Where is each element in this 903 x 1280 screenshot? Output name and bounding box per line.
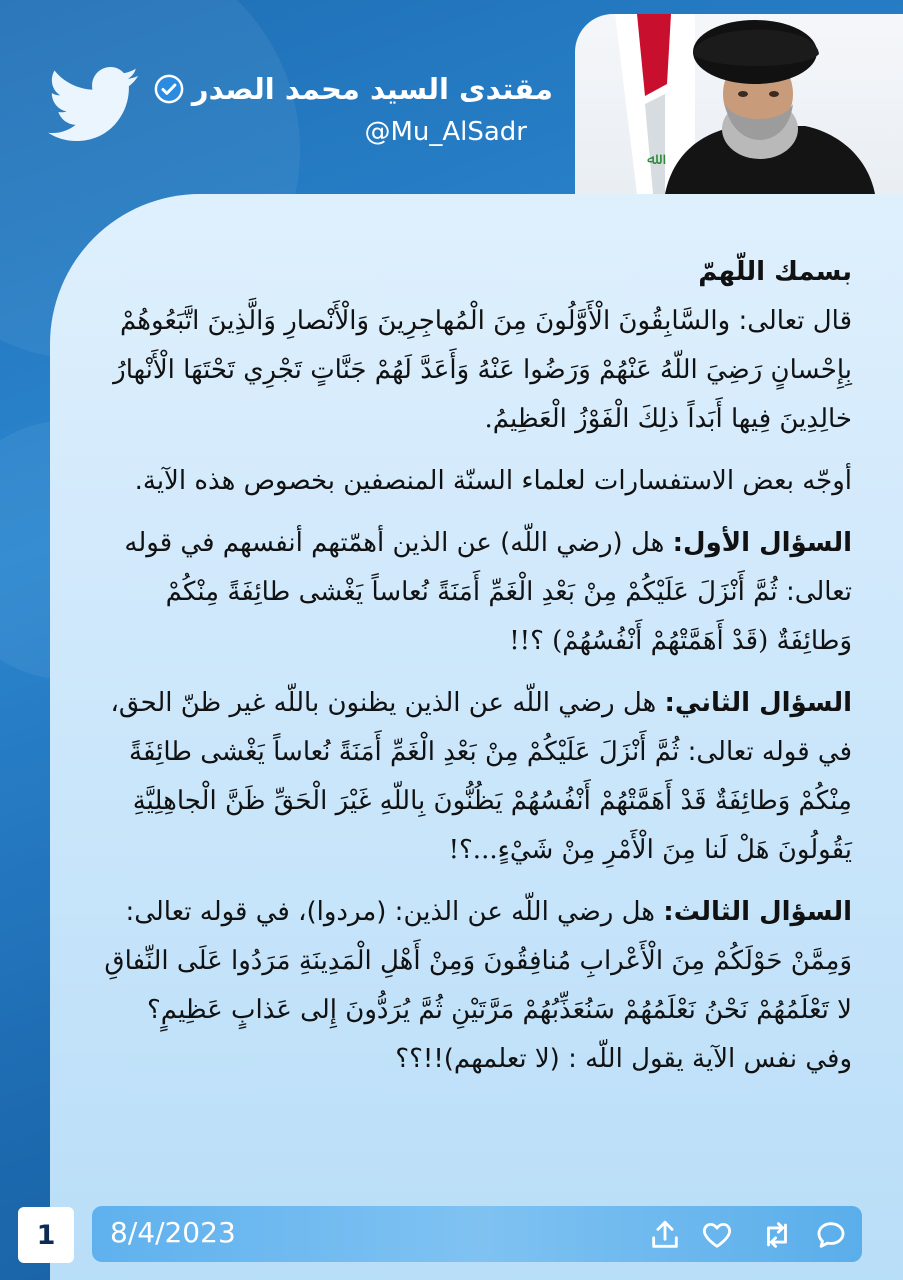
intro-paragraph: أوجّه بعض الاستفسارات لعلماء السنّة المنصفين بخصوص هذه الآية.: [134, 466, 852, 496]
question-1-label: السؤال الأول:: [672, 528, 852, 558]
question-2: [104, 679, 852, 875]
question-3-verse: وَمِمَّنْ حَوْلَكُمْ مِنَ الْأَعْرابِ مُنافِقُونَ وَمِنْ أَهْلِ الْمَدِينَةِ مَرَدُوا عَلَى النِّفاقِ لا تَعْلَمُهُمْ نَحْنُ نَعْلَمُهُمْ سَنُعَذِّبُهُمْ مَرَّتَيْنِ ثُمَّ يُرَدُّونَ إِلى عَذابٍ عَظِيمٍ؟: [104, 946, 852, 1025]
question-1-text: هل (رضي اللّه) عن الذين أهمّتهم أنفسهم في قوله تعالى:: [124, 528, 852, 607]
closing-paragraph: وفي نفس الآية يقول اللّه : (لا تعلمهم)!!؟؟: [395, 1044, 852, 1074]
reply-icon[interactable]: [814, 1218, 848, 1252]
like-icon[interactable]: [700, 1218, 734, 1252]
page-number-badge: 1: [18, 1207, 74, 1263]
question-1-verse: ثُمَّ أَنْزَلَ عَلَيْكُمْ مِنْ بَعْدِ الْغَمِّ أَمَنَةً نُعاساً يَغْشى طائِفَةً مِنْكُمْ وَطائِفَةٌ (قَدْ أَهَمَّتْهُمْ أَنْفُسُهُمْ) ؟!!: [165, 577, 852, 656]
share-icon[interactable]: [648, 1218, 682, 1252]
avatar[interactable]: [575, 14, 903, 194]
account-name[interactable]: مقتدى السيد محمد الصدر: [191, 72, 553, 106]
quran-verse: والسَّابِقُونَ الْأَوَّلُونَ مِنَ الْمُهاجِرِينَ وَالْأَنْصارِ وَالَّذِينَ اتَّبَعُوهُمْ بِإِحْسانٍ رَضِيَ اللّهُ عَنْهُمْ وَرَضُوا عَنْهُ وَأَعَدَّ لَهُمْ جَنَّاتٍ تَجْرِي تَحْتَهَا الْأَنْهارُ خالِدِينَ فِيها أَبَداً ذلِكَ الْفَوْزُ الْعَظِيمُ.: [113, 306, 852, 434]
tweet-date[interactable]: 8/4/2023: [110, 1216, 236, 1249]
tweet-header: [0, 0, 903, 195]
question-3: [104, 888, 852, 1035]
question-1: [104, 519, 852, 666]
tweet-body: [104, 248, 852, 1084]
verse-paragraph: [104, 297, 852, 444]
tweet-action-bar: [92, 1206, 862, 1262]
account-handle[interactable]: @Mu_AlSadr: [364, 117, 527, 147]
twitter-bird-icon: [48, 66, 140, 144]
tweet-opening: بسمك اللّهمّ: [698, 257, 852, 287]
question-2-label: السؤال الثاني:: [664, 688, 852, 718]
retweet-icon[interactable]: [760, 1218, 794, 1252]
account-name-row: [154, 72, 553, 106]
verse-intro: قال تعالى:: [738, 306, 852, 336]
svg-text:ﷲ: ﷲ: [647, 149, 657, 168]
question-3-text: هل رضي اللّه عن الذين: (مردوا)، في قوله تعالى:: [125, 897, 656, 927]
question-2-verse: ثُمَّ أَنْزَلَ عَلَيْكُمْ مِنْ بَعْدِ الْغَمِّ أَمَنَةً نُعاساً يَغْشى طائِفَةً مِنْكُمْ وَطائِفَةٌ قَدْ أَهَمَّتْهُمْ أَنْفُسُهُمْ يَظُنُّونَ بِاللّهِ غَيْرَ الْحَقِّ ظَنَّ الْجاهِلِيَّةِ يَقُولُونَ هَلْ لَنا مِنَ الْأَمْرِ مِنْ شَيْءٍ...؟!: [129, 737, 852, 865]
avatar-portrait: [575, 14, 903, 194]
verified-badge-icon: [154, 74, 184, 104]
question-2-text: هل رضي اللّه عن الذين يظنون باللّه غير ظنّ الحق، في قوله تعالى:: [110, 688, 852, 767]
question-3-label: السؤال الثالث:: [663, 897, 852, 927]
